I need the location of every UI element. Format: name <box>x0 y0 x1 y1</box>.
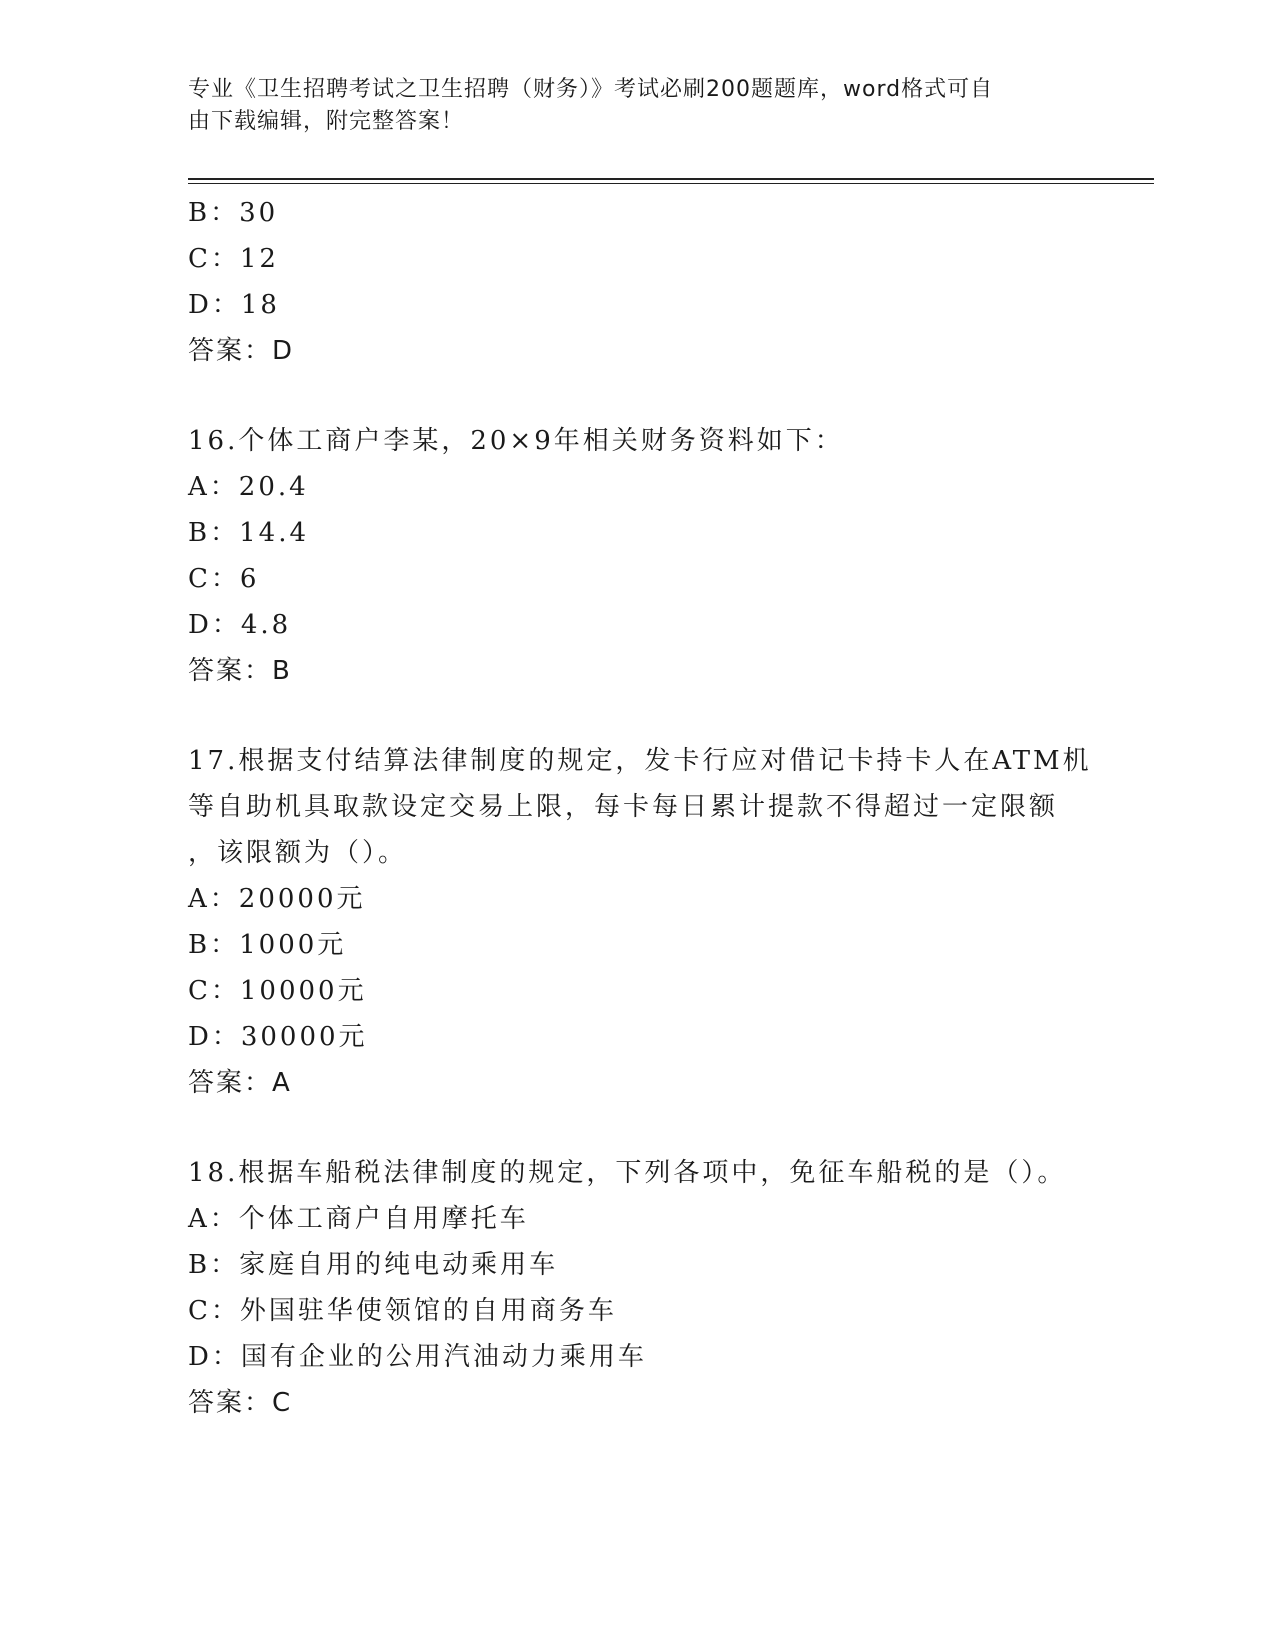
answer-line: 答案：B <box>188 656 292 686</box>
answer-line: 答案：A <box>188 1068 292 1098</box>
option-d: D：4.8 <box>188 610 292 640</box>
header-line-1: 专业《卫生招聘考试之卫生招聘（财务）》考试必刷200题题库，word格式可自 <box>188 77 994 102</box>
option-b: B：14.4 <box>188 518 309 548</box>
option-c: C：12 <box>188 244 279 274</box>
question-stem: 16.个体工商户李某，20×9年相关财务资料如下： <box>188 426 844 456</box>
header-divider-thick <box>188 178 1154 180</box>
question-16 <box>188 418 1088 694</box>
option-a: A：20.4 <box>188 472 309 502</box>
option-c: C：6 <box>188 564 260 594</box>
option-b: B：家庭自用的纯电动乘用车 <box>188 1250 559 1280</box>
option-c: C：10000元 <box>188 976 367 1006</box>
answer-line: 答案：D <box>188 336 295 366</box>
option-a: A：个体工商户自用摩托车 <box>188 1204 529 1234</box>
question-stem-line-1: 17.根据支付结算法律制度的规定，发卡行应对借记卡持卡人在ATM机 <box>188 746 1092 776</box>
option-c: C：外国驻华使领馆的自用商务车 <box>188 1296 617 1326</box>
question-18 <box>188 1150 1088 1426</box>
option-d: D：18 <box>188 290 280 320</box>
option-d: D：国有企业的公用汽油动力乘用车 <box>188 1342 647 1372</box>
question-15-continuation <box>188 190 1088 374</box>
option-d: D：30000元 <box>188 1022 368 1052</box>
question-17 <box>188 738 1092 1106</box>
option-a: A：20000元 <box>188 884 366 914</box>
question-stem-line-2: 等自助机具取款设定交易上限，每卡每日累计提款不得超过一定限额 <box>188 792 1059 822</box>
document-header <box>188 74 1068 138</box>
option-b: B：30 <box>188 198 279 228</box>
header-divider-thin <box>188 183 1154 184</box>
question-stem: 18.根据车船税法律制度的规定，下列各项中，免征车船税的是（）。 <box>188 1158 1067 1188</box>
question-list <box>188 190 1092 1426</box>
question-stem-line-3: ，该限额为（）。 <box>188 838 408 868</box>
answer-line: 答案：C <box>188 1388 293 1418</box>
option-b: B：1000元 <box>188 930 347 960</box>
header-line-2: 由下载编辑，附完整答案！ <box>188 109 465 134</box>
